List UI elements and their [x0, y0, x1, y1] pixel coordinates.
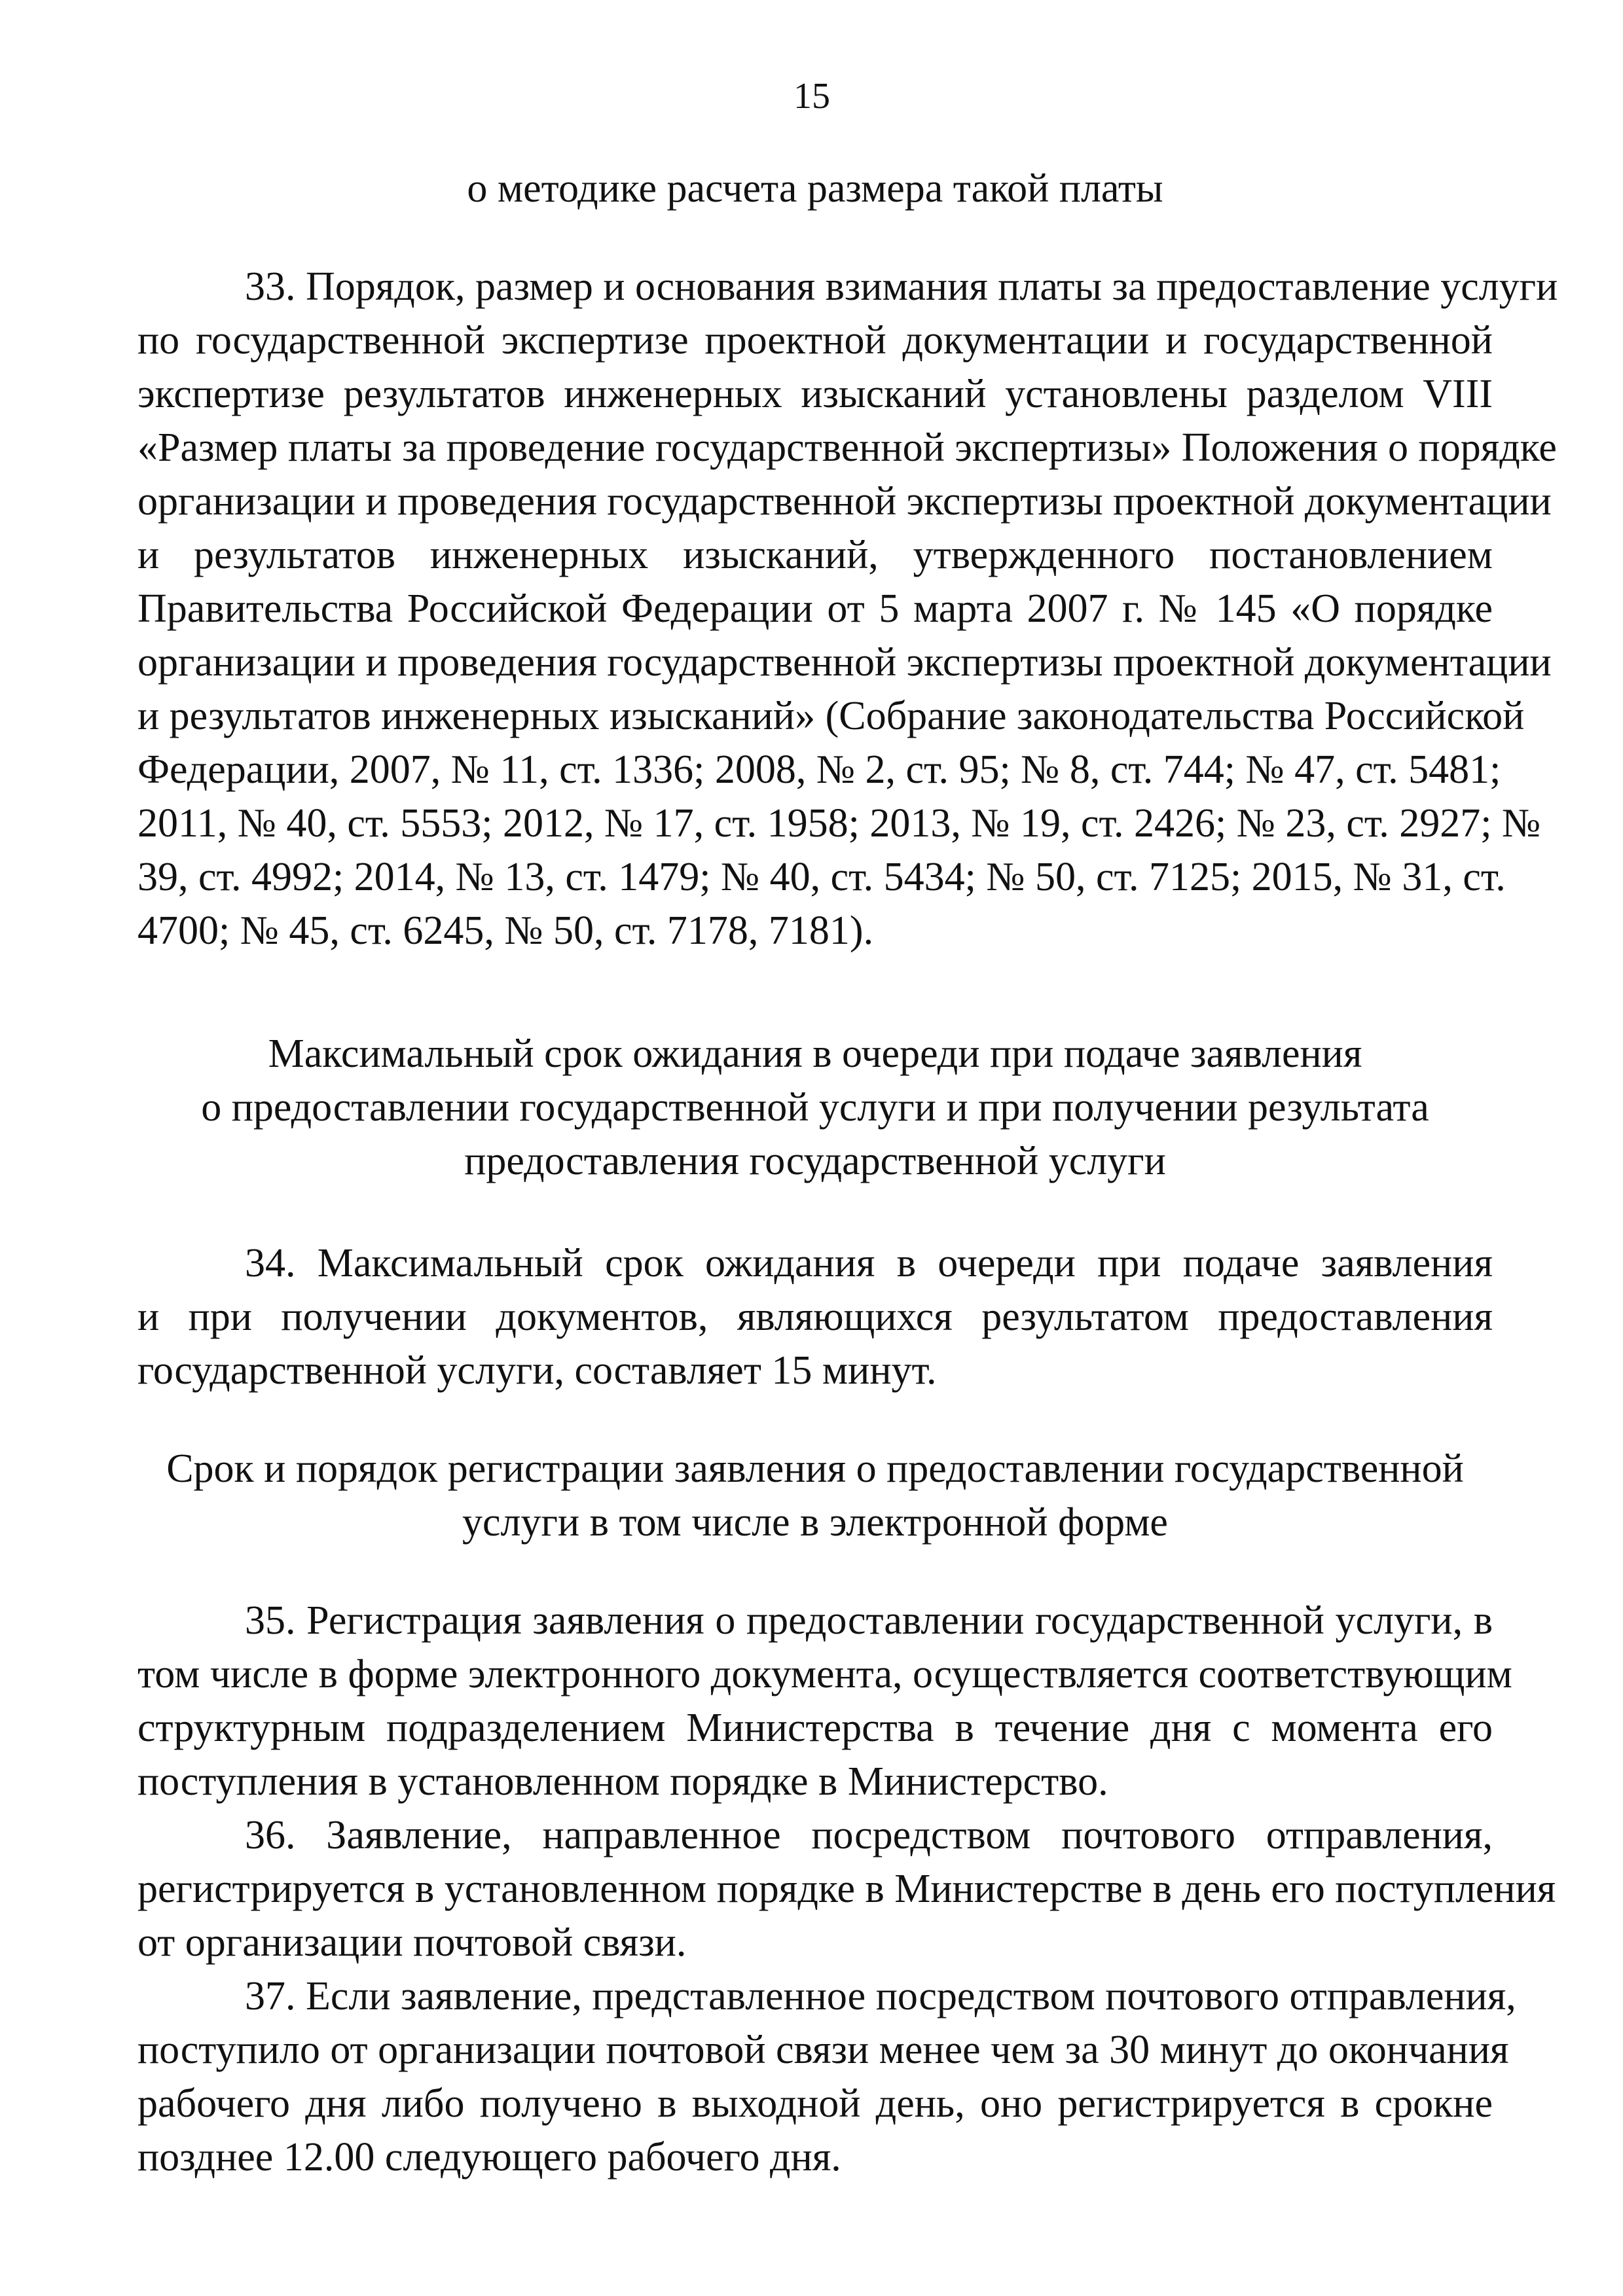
- paragraph-line: Федерации, 2007, № 11, ст. 1336; 2008, № 2, ст. 95; № 8, ст. 744; № 47, ст. 5481;: [137, 747, 1501, 792]
- paragraph-line: «Размер платы за проведение государственной экспертизы» Положения о порядке: [137, 425, 1557, 470]
- paragraph-line: Правительства Российской Федерации от 5 марта 2007 г. № 145 «О порядке: [137, 586, 1493, 631]
- paragraph-line: 39, ст. 4992; 2014, № 13, ст. 1479; № 40, ст. 5434; № 50, ст. 7125; 2015, № 31, ст.: [137, 855, 1506, 899]
- paragraph-line: и результатов инженерных изысканий» (Собрание законодательства Российской: [137, 694, 1525, 738]
- paragraph-line: поступило от организации почтовой связи менее чем за 30 минут до окончания: [137, 2028, 1509, 2072]
- paragraph-line: рабочего дня либо получено в выходной день, оно регистрируется в срокне: [137, 2081, 1493, 2126]
- paragraph-line: 36. Заявление, направленное посредством почтового отправления,: [245, 1813, 1493, 1857]
- paragraph-line: позднее 12.00 следующего рабочего дня.: [137, 2135, 841, 2179]
- heading-line: о предоставлении государственной услуги и при получении результата: [201, 1085, 1429, 1130]
- paragraph-line: и результатов инженерных изысканий, утвержденного постановлением: [137, 533, 1493, 577]
- paragraph-line: по государственной экспертизе проектной документации и государственной: [137, 318, 1493, 363]
- paragraph-line: 2011, № 40, ст. 5553; 2012, № 17, ст. 1958; 2013, № 19, ст. 2426; № 23, ст. 2927; №: [137, 801, 1541, 846]
- heading-line: Максимальный срок ожидания в очереди при подаче заявления: [268, 1031, 1362, 1076]
- heading-line: предоставления государственной услуги: [464, 1139, 1166, 1183]
- section-heading-fee-method: о методике расчета размера такой платы: [467, 166, 1163, 211]
- heading-line: Срок и порядок регистрации заявления о предоставлении государственной: [166, 1446, 1464, 1491]
- paragraph-line: экспертизе результатов инженерных изысканий установлены разделом VIII: [137, 372, 1493, 416]
- paragraph-line: поступления в установленном порядке в Министерство.: [137, 1759, 1108, 1804]
- paragraph-line: 37. Если заявление, представленное посредством почтового отправления,: [245, 1974, 1516, 2018]
- paragraph-line: 4700; № 45, ст. 6245, № 50, ст. 7178, 7181).: [137, 908, 874, 953]
- paragraph-line: организации и проведения государственной экспертизы проектной документации: [137, 479, 1552, 524]
- paragraph-line: том числе в форме электронного документа, осуществляется соответствующим: [137, 1652, 1512, 1696]
- paragraph-line: 33. Порядок, размер и основания взимания платы за предоставление услуги: [245, 264, 1558, 309]
- page-number: 15: [793, 76, 830, 117]
- paragraph-line: и при получении документов, являющихся результатом предоставления: [137, 1295, 1493, 1339]
- paragraph-line: 34. Максимальный срок ожидания в очереди при подаче заявления: [245, 1241, 1493, 1285]
- paragraph-line: организации и проведения государственной экспертизы проектной документации: [137, 640, 1552, 685]
- paragraph-line: от организации почтовой связи.: [137, 1920, 687, 1965]
- heading-line: услуги в том числе в электронной форме: [462, 1500, 1168, 1545]
- paragraph-line: регистрируется в установленном порядке в Министерстве в день его поступления: [137, 1867, 1556, 1911]
- paragraph-line: структурным подразделением Министерства в течение дня с момента его: [137, 1706, 1493, 1750]
- paragraph-line: государственной услуги, составляет 15 минут.: [137, 1348, 937, 1393]
- paragraph-line: 35. Регистрация заявления о предоставлении государственной услуги, в: [245, 1598, 1493, 1643]
